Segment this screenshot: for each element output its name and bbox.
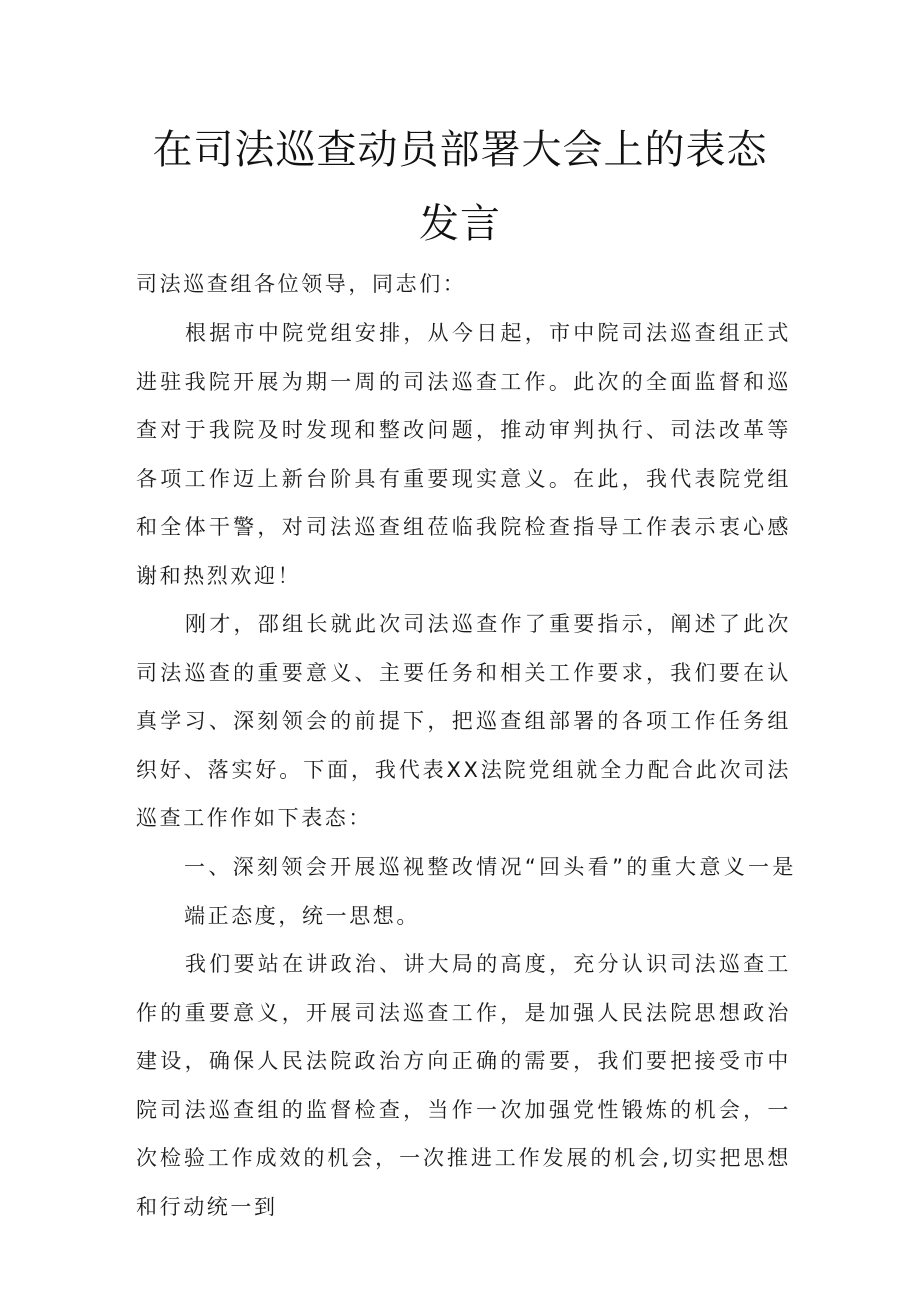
paragraph-1: 根据市中院党组安排，从今日起，市中院司法巡查组正式进驻我院开展为期一周的司法巡查工作。此次的全面监督和巡查对于我院及时发现和整改问题，推动审判执行、司法改革等各项工作迈上新台阶具有重要现实意义。在此，我代表院党组和全体干警，对司法巡查组莅临我院检查指导工作表示衷心感谢和热烈欢迎！ [136,321,791,588]
document-title-line-1: 在司法巡查动员部署大会上的表态 [152,127,768,173]
salutation: 司法巡查组各位领导，同志们： [136,272,467,296]
document-title-line-2: 发言 [419,201,501,247]
paragraph-2: 刚才，邵组长就此次司法巡查作了重要指示，阐述了此次司法巡查的重要意义、主要任务和相关工作要求，我们要在认真学习、深刻领会的前提下，把巡查组部署的各项工作任务组织好、落实好。下面，我代表XX法院党组就全力配合此次司法巡查工作作如下表态： [136,612,791,830]
section-heading-1: 一、深刻领会开展巡视整改情况“回头看”的重大意义一是端正态度，统一思想。 [184,855,796,928]
paragraph-3: 我们要站在讲政治、讲大局的高度，充分认识司法巡查工作的重要意义，开展司法巡查工作，是加强人民法院思想政治建设，确保人民法院政治方向正确的需要，我们要把接受市中院司法巡查组的监督检查，当作一次加强党性锻炼的机会，一次检验工作成效的机会，一次推进工作发展的机会,切实把思想和行动统一到 [136,952,791,1219]
